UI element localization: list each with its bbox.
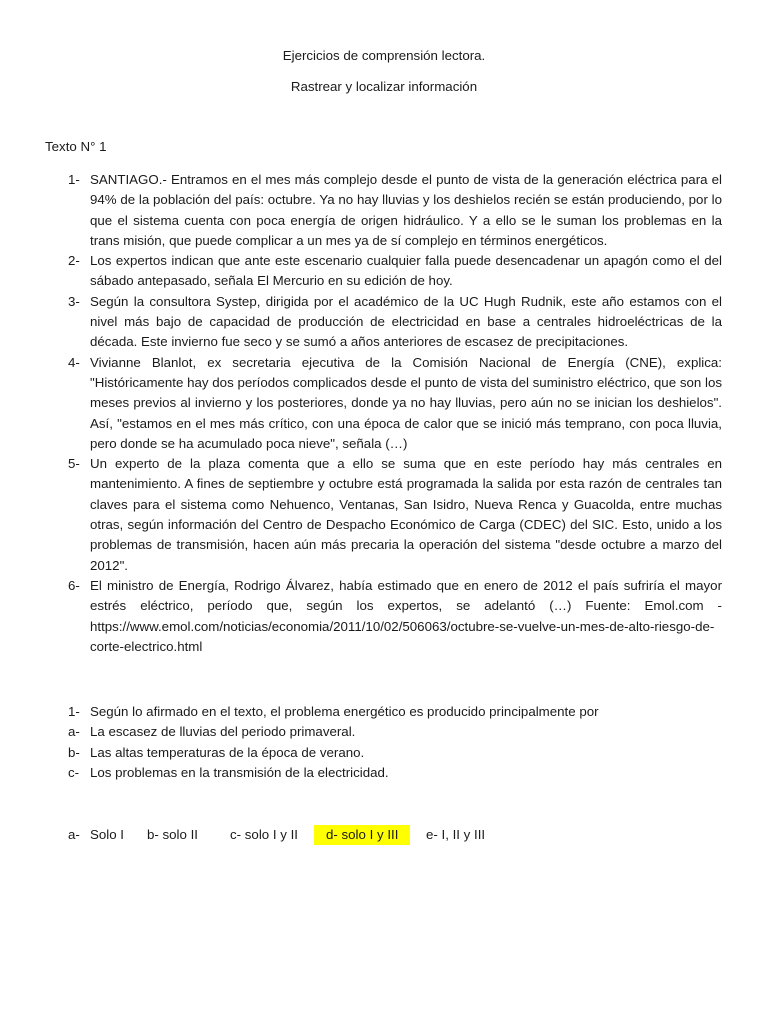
statement-a bbox=[68, 722, 722, 742]
paragraph-text: Un experto de la plaza comenta que a ello se suma que en este período hay más centrales en mantenimiento. A fines de septiembre y octubre está programada la salida por esta razón de centrales tan claves para el sistema como Nehuenco, Ventanas, San Isidro, Nueva Renca y Guacolda, entre muchas otras, según información del Centro de Despacho Económico de Carga (CDEC) del SIC. Esto, unido a los problemas de transmisión, hacen aún más precaria la operación del sistema "desde octubre a marzo del 2012". bbox=[90, 456, 722, 573]
paragraph-number: 2- bbox=[68, 253, 80, 269]
paragraph-3 bbox=[68, 292, 722, 353]
question-number: 1- bbox=[68, 704, 80, 719]
answer-option-a: Solo I bbox=[90, 827, 125, 842]
paragraph-number: 5- bbox=[68, 456, 80, 472]
statement-text: La escasez de lluvias del periodo primaveral. bbox=[90, 724, 356, 740]
paragraph-5 bbox=[68, 454, 722, 576]
paragraph-4 bbox=[68, 353, 722, 454]
question-text: Según lo afirmado en el texto, el problema energético es producido principalmente por bbox=[90, 704, 599, 719]
paragraph-text: SANTIAGO.- Entramos en el mes más complejo desde el punto de vista de la generación eléctrica para el 94% de la población del país: octubre. Ya no hay lluvias y los deshielos recién se están produciendo, por lo que el sistema cuenta con poca energía de origen hidráulico. Y a ello se le suman los problemas en la trans misión, que puede complicar a un mes ya de sí complejo en términos energéticos. bbox=[90, 172, 722, 248]
answer-option-e: e- I, II y III bbox=[426, 827, 486, 842]
answer-row-label: a- bbox=[68, 827, 80, 842]
paragraph-text: Vivianne Blanlot, ex secretaria ejecutiva de la Comisión Nacional de Energía (CNE), explica: "Históricamente hay dos períodos complicados desde el punto de vista del suministro eléctrico, que son los meses previos al invierno y los posteriores, donde ya no hay lluvias, pero aún no se inician los deshielos". Así, "estamos en el mes más crítico, con una época de calor que se inició más temprano, con poca lluvia, pero donde se ha acumulado poca nieve", señala (…) bbox=[90, 354, 722, 451]
answer-options bbox=[68, 825, 486, 845]
text-number-label: Texto N° 1 bbox=[45, 139, 107, 154]
statement-label: c- bbox=[68, 764, 80, 780]
statement-text: Las altas temperaturas de la época de verano. bbox=[90, 744, 365, 760]
document-title: Ejercicios de comprensión lectora. bbox=[282, 48, 486, 63]
statement-label: b- bbox=[68, 744, 80, 760]
paragraph-text: Según la consultora Systep, dirigida por el académico de la UC Hugh Rudnik, este año estamos con el nivel más bajo de capacidad de producción de electricidad en base a centrales hidroeléctricas de la década. Este invierno fue seco y se sumó a años anteriores de escasez de precipitaciones. bbox=[90, 293, 722, 350]
paragraph-text: Los expertos indican que ante este escenario cualquier falla puede desencadenar un apagón como el del sábado antepasado, señala El Mercurio en su edición de hoy. bbox=[90, 253, 722, 289]
question-block bbox=[68, 702, 722, 783]
paragraph-number: 1- bbox=[68, 172, 80, 187]
paragraph-number: 4- bbox=[68, 354, 80, 370]
paragraph-2 bbox=[68, 251, 722, 292]
reading-passage bbox=[68, 170, 722, 657]
paragraph-1 bbox=[68, 170, 722, 251]
answer-option-c: c- solo I y II bbox=[230, 827, 298, 842]
paragraph-number: 6- bbox=[68, 577, 80, 593]
statement-c bbox=[68, 763, 722, 783]
document-subtitle: Rastrear y localizar información bbox=[290, 79, 478, 94]
statement-b bbox=[68, 743, 722, 763]
answer-option-d-highlighted: d- solo I y III bbox=[314, 825, 410, 845]
question-stem bbox=[68, 702, 722, 722]
paragraph-6 bbox=[68, 576, 722, 657]
statement-text: Los problemas en la transmisión de la electricidad. bbox=[90, 764, 389, 780]
answer-option-b: b- solo II bbox=[147, 827, 198, 842]
statement-label: a- bbox=[68, 724, 80, 740]
paragraph-text: El ministro de Energía, Rodrigo Álvarez, había estimado que en enero de 2012 el país sufriría el mayor estrés eléctrico, período que, según los expertos, se adelantó (…) Fuente: Emol.com - https://www.emol.com/noticias/economia/2011/10/02/506063/octubre-se-vuelve-un-mes-de-alto-riesgo-de-corte-electrico.html bbox=[90, 577, 722, 654]
paragraph-number: 3- bbox=[68, 293, 80, 309]
